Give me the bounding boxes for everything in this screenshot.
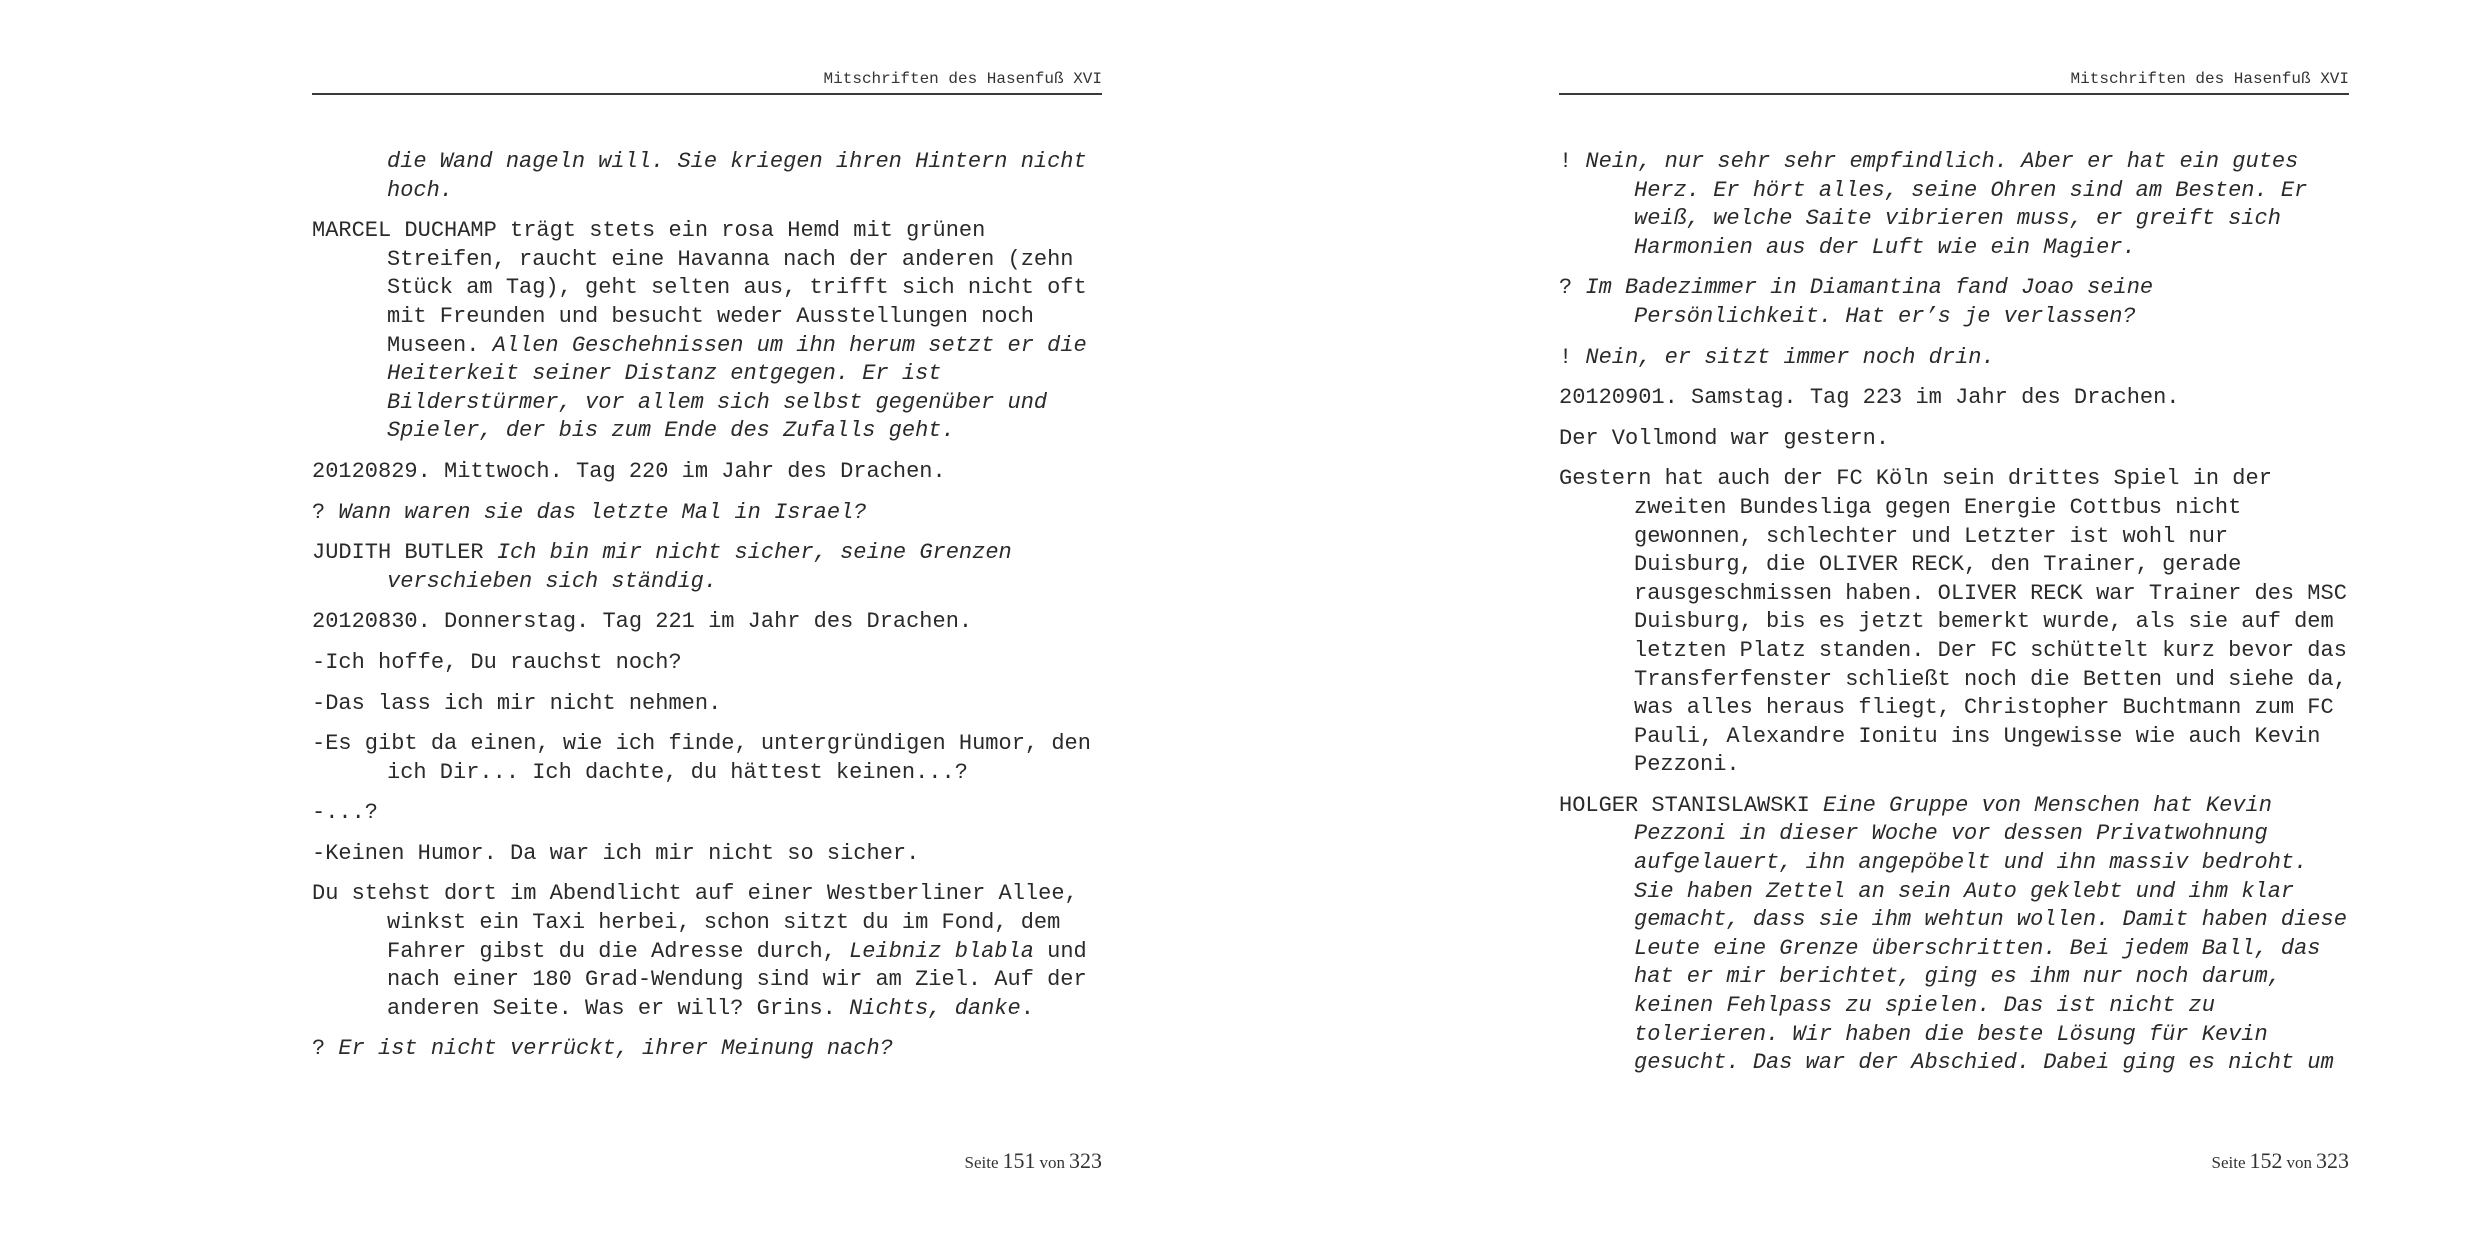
text-run: Du stehst dort im Abendlicht auf einer Westberliner Allee, winkst ein Taxi herbei, schon sitzt du im Fond, dem Fahrer gibst du die Adresse durch, <box>312 881 1078 964</box>
text-paragraph <box>312 730 1102 787</box>
italic-text-run: Wann waren sie das letzte Mal in Israel? <box>338 499 867 525</box>
running-header: Mitschriften des Hasenfuß XVI <box>1559 70 2349 95</box>
footer-von-label: von <box>1039 1153 1065 1172</box>
text-run: JUDITH BUTLER <box>312 540 497 566</box>
italic-text-run: Leibniz blabla <box>849 938 1034 964</box>
text-run: ? <box>312 1036 339 1062</box>
text-run: -Keinen Humor. Da war ich mir nicht so sicher. <box>312 840 920 866</box>
text-run: 20120901. Samstag. Tag 223 im Jahr des Drachen. <box>1559 385 2180 411</box>
footer-total-pages: 323 <box>1069 1148 1102 1173</box>
text-run: 20120829. Mittwoch. Tag 220 im Jahr des Drachen. <box>312 458 946 484</box>
footer-total-pages: 323 <box>2316 1148 2349 1173</box>
italic-text-run: die Wand nageln will. Sie kriegen ihren Hintern nicht hoch. <box>387 149 1087 203</box>
text-run: ? <box>1559 275 1586 301</box>
italic-text-run: Ich bin mir nicht sicher, seine Grenzen verschieben sich ständig. <box>387 540 1012 594</box>
text-paragraph <box>1559 425 2349 454</box>
text-run: -...? <box>312 800 379 826</box>
text-paragraph <box>312 880 1102 1023</box>
text-paragraph <box>312 649 1102 678</box>
footer-von-label: von <box>2286 1153 2312 1172</box>
footer-seite-label: Seite <box>964 1153 999 1172</box>
page-number-footer <box>2212 1148 2350 1174</box>
text-run: -Ich hoffe, Du rauchst noch? <box>312 649 682 675</box>
text-paragraph <box>312 458 1102 487</box>
text-paragraph <box>312 799 1102 828</box>
text-paragraph <box>312 499 1102 528</box>
text-run: ! <box>1559 344 1586 370</box>
text-run: HOLGER STANISLAWSKI <box>1559 792 1824 818</box>
footer-current-page: 151 <box>1002 1148 1036 1173</box>
footer-seite-label: Seite <box>2211 1153 2246 1172</box>
text-paragraph <box>1559 274 2349 331</box>
italic-text-run: Im Badezimmer in Diamantina fand Joao seine Persönlichkeit. Hat er’s je verlassen? <box>1585 275 2154 329</box>
italic-text-run: Allen Geschehnissen um ihn herum setzt er die Heiterkeit seiner Distanz entgegen. Er ist Bilderstürmer, vor allem sich selbst gegenüber und Spieler, der bis zum Ende des Zufalls geht. <box>387 332 1087 444</box>
page-number-footer <box>965 1148 1103 1174</box>
text-paragraph <box>312 217 1102 446</box>
text-paragraph <box>312 148 1102 205</box>
text-paragraph <box>312 840 1102 869</box>
italic-text-run: Nein, nur sehr sehr empfindlich. Aber er hat ein gutes Herz. Er hört alles, seine Ohren sind am Besten. Er weiß, welche Saite vibrieren muss, er greift sich Harmonien aus der Luft wie ein Magier. <box>1585 149 2308 260</box>
right-page <box>1559 0 2349 1240</box>
page-body <box>1559 148 2349 1090</box>
left-page <box>312 0 1102 1240</box>
page-body <box>312 148 1102 1076</box>
text-run: MARCEL DUCHAMP trägt stets ein rosa Hemd mit grünen Streifen, raucht eine Havanna nach der anderen (zehn Stück am Tag), geht selten aus, trifft sich nicht oft mit Freunden und besucht weder Ausstellungen noch Museen. <box>312 218 1087 358</box>
text-run: ? <box>312 499 339 525</box>
italic-text-run: Er ist nicht verrückt, ihrer Meinung nach? <box>338 1036 893 1062</box>
text-paragraph <box>312 690 1102 719</box>
italic-text-run: Nichts, danke <box>849 995 1021 1021</box>
text-paragraph <box>1559 465 2349 780</box>
text-run: ! <box>1559 149 1586 174</box>
text-paragraph <box>312 1035 1102 1064</box>
text-run: -Es gibt da einen, wie ich finde, untergründigen Humor, den ich Dir... Ich dachte, du hättest keinen...? <box>312 731 1091 785</box>
text-run: Der Vollmond war gestern. <box>1559 425 1890 451</box>
text-paragraph <box>1559 344 2349 373</box>
text-paragraph <box>1559 792 2349 1078</box>
running-header: Mitschriften des Hasenfuß XVI <box>312 70 1102 95</box>
text-paragraph <box>1559 384 2349 413</box>
text-run: 20120830. Donnerstag. Tag 221 im Jahr des Drachen. <box>312 609 973 635</box>
italic-text-run: Eine Gruppe von Menschen hat Kevin Pezzoni in dieser Woche vor dessen Privatwohnung aufgelauert, ihn angepöbelt und ihn massiv bedroht. Sie haben Zettel an sein Auto geklebt und ihm klar gemacht, dass sie ihm wehtun wollen. Damit haben diese Leute eine Grenze überschritten. Bei jedem Ball, das hat er mir berichtet, ging es ihm nur noch darum, keinen Fehlpass zu spielen. Das ist nicht zu tolerieren. Wir haben die beste Lösung für Kevin gesucht. Das war der Abschied. Dabei ging es nicht um <box>1634 792 2347 1076</box>
text-paragraph <box>1559 148 2349 262</box>
text-run: . <box>1020 995 1034 1021</box>
text-run: -Das lass ich mir nicht nehmen. <box>312 690 722 716</box>
footer-current-page: 152 <box>2249 1148 2283 1173</box>
italic-text-run: Nein, er sitzt immer noch drin. <box>1585 344 1995 370</box>
text-run: und nach einer 180 Grad-Wendung sind wir am Ziel. Auf der anderen Seite. Was er will? Grins. <box>387 938 1087 1021</box>
text-paragraph <box>312 539 1102 596</box>
text-paragraph <box>312 608 1102 637</box>
text-run: Gestern hat auch der FC Köln sein drittes Spiel in der zweiten Bundesliga gegen Energie Cottbus nicht gewonnen, schlechter und Letzter ist wohl nur Duisburg, die OLIVER RECK, den Trainer, gerade rausgeschmissen haben. OLIVER RECK war Trainer des MSC Duisburg, bis es jetzt bemerkt wurde, als sie auf dem letzten Platz standen. Der FC schüttelt kurz bevor das Transferfenster schließt noch die Betten und siehe da, was alles heraus fliegt, Christopher Buchtmann zum FC Pauli, Alexandre Ionitu ins Ungewisse wie auch Kevin Pezzoni. <box>1559 466 2347 778</box>
